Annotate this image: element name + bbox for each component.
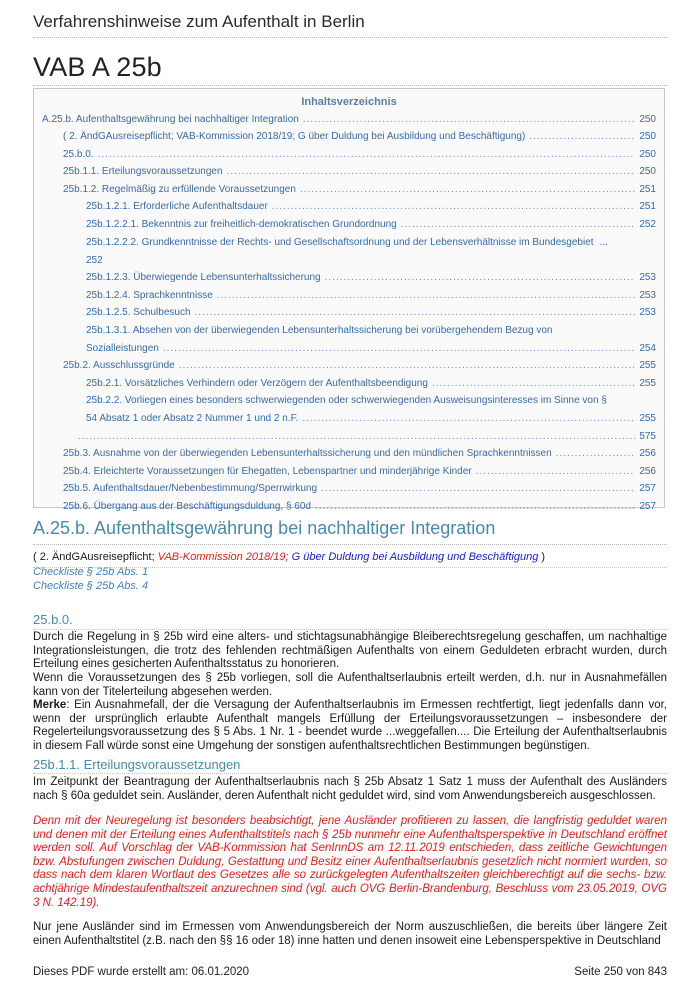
toc-entry-page[interactable]: 252 [86, 254, 103, 266]
paragraph: Durch die Regelung in § 25b wird eine alters- und stichtagsunabhängige Bleiberechtsregelung geschaffen, um nachhaltige Integrationsleistungen, die trotz des fehlenden rechtmäßigen Aufenthalts von einem Geduldeten erbracht wurden, durch Erteilung eines gesicherten Aufenthaltsstatus zu honorieren. [33, 631, 667, 671]
site-title: Verfahrenshinweise zum Aufenthalt in Berlin [33, 12, 365, 31]
toc-entry[interactable] [42, 111, 656, 129]
toc-entry[interactable] [74, 428, 656, 446]
toc-entry[interactable] [86, 392, 656, 427]
checklist-link-abs1[interactable]: Checkliste § 25b Abs. 1 [33, 566, 149, 578]
paragraph-amendment: Denn mit der Neuregelung ist besonders beabsichtigt, jene Ausländer profitieren zu lassen, die langfristig geduldet waren und denen mit der Erteilung eines Aufenthaltstitels nach § 25b nunmehr eine Aufenthaltsperspektive in Deutschland eröffnet werden soll. Auf Vorschlag der VAB-Kommission hat SenInnDS am 12.11.2019 entschieden, dass zeitliche Gewichtungen bzw. Abstufungen zwischen Duldung, Gestattung und Besitz einer Aufenthaltserlaubnis gesetzlich nicht normiert wurden, so dass nach dem klaren Wortlaut des Gesetzes alle so zurückgelegten Aufenthaltszeiten gleichberechtigt auf die sechs- bzw. achtjährige Mindestaufenthaltszeit anzurechnen sind (vgl. auch OVG Berlin-Brandenburg, Beschluss vom 23.05.2019, OVG 3 N. 142.19). [33, 815, 667, 909]
ref-vab-kommission-link[interactable]: VAB-Kommission 2018/19; [157, 551, 289, 563]
toc-entry-page[interactable]: 255 [639, 412, 656, 424]
toc-entry-label[interactable]: 25b.1.2.2.1. Bekenntnis zur freiheitlich-demokratischen Grundordnung [86, 219, 397, 230]
toc-entry-dots: ... [599, 237, 608, 248]
toc-entry[interactable] [63, 163, 656, 181]
toc-entry[interactable] [63, 463, 656, 481]
toc-entry[interactable] [63, 357, 656, 375]
toc-entry-label[interactable]: 25b.1.2.1. Erforderliche Aufenthaltsdauer [86, 201, 268, 212]
toc-entry-label[interactable]: 25b.1.3.1. Absehen von der überwiegenden Lebensunterhaltssicherung bei vorübergehendem Bezug von [86, 325, 553, 336]
toc-entry-page[interactable]: 253 [639, 290, 656, 301]
toc-entry-label[interactable]: 25b.1.2. Regelmäßig zu erfüllende Voraussetzungen [63, 184, 296, 195]
toc-entry[interactable] [86, 375, 656, 393]
toc-entry-page[interactable]: 252 [639, 219, 656, 230]
toc-entry-page[interactable]: 250 [639, 131, 656, 142]
toc-entry-label-cont[interactable]: Sozialleistungen [86, 342, 159, 354]
section-heading: A.25.b. Aufenthaltsgewährung bei nachhaltiger Integration [33, 518, 496, 538]
ref-duldung-law-link[interactable]: G über Duldung bei Ausbildung und Beschäftigung [291, 551, 539, 563]
toc-entry-label[interactable]: 25b.2.1. Vorsätzliches Verhindern oder Verzögern der Aufenthaltsbeendigung [86, 378, 428, 389]
page-title: VAB A 25b [33, 52, 162, 82]
toc-entry[interactable] [86, 269, 656, 287]
toc-entry-page[interactable]: 253 [639, 272, 656, 283]
toc-entry-page[interactable]: 257 [639, 501, 656, 512]
subsection-heading: 25.b.0. [33, 612, 73, 627]
toc-entry-label[interactable]: 25b.1.1. Erteilungsvoraussetzungen [63, 166, 223, 177]
toc-entry-page[interactable]: 251 [639, 184, 656, 195]
toc-entry-page[interactable]: 255 [639, 378, 656, 389]
toc-entry[interactable] [63, 128, 656, 146]
toc-entry-page[interactable]: 250 [639, 149, 656, 160]
toc-entry-page[interactable]: 255 [639, 360, 656, 371]
section-divider [33, 544, 667, 545]
subsection-divider [33, 773, 667, 774]
toc-entry-label-cont[interactable]: 54 Absatz 1 oder Absatz 2 Nummer 1 und 2 n.F. [86, 412, 299, 424]
footer-created-date: Dieses PDF wurde erstellt am: 06.01.2020 [33, 966, 250, 978]
toc-entry[interactable] [86, 287, 656, 305]
toc-entry-label[interactable]: 25b.1.2.3. Überwiegende Lebensunterhaltssicherung [86, 272, 321, 283]
checklist-link-abs4[interactable]: Checkliste § 25b Abs. 4 [33, 580, 149, 592]
header-divider [33, 37, 667, 38]
toc-entry-label[interactable]: 25b.1.2.5. Schulbesuch [86, 307, 191, 318]
toc-entry-label[interactable]: 25b.5. Aufenthaltsdauer/Nebenbestimmung/Sperrwirkung [63, 483, 318, 494]
toc-entry-label[interactable]: 25b.2.2. Vorliegen eines besonders schwerwiegenden oder schwerwiegenden Ausweisungsinteresses im Sinne von § [86, 395, 607, 406]
toc-entry[interactable] [86, 234, 656, 269]
toc-entry[interactable] [86, 322, 656, 357]
toc-entry[interactable] [63, 146, 656, 164]
table-of-contents [33, 88, 665, 512]
toc-entry-page[interactable]: 575 [639, 431, 656, 442]
toc-entry-page[interactable]: 257 [639, 483, 656, 494]
toc-entry[interactable] [86, 304, 656, 322]
paragraph-note [33, 699, 667, 753]
toc-entry[interactable] [63, 445, 656, 463]
toc-entry-page[interactable]: 256 [639, 448, 656, 459]
toc-entry-label[interactable]: 25.b.0. [63, 149, 94, 160]
toc-entry[interactable] [63, 498, 656, 516]
footer-page-number: Seite 250 von 843 [574, 966, 667, 978]
toc-entry-page[interactable]: 256 [639, 466, 656, 477]
toc-entry-label[interactable]: ( 2. ÄndGAusreisepflicht; VAB-Kommission 2018/19; G über Duldung bei Ausbildung und Beschäftigung) [63, 131, 526, 142]
ref-suffix: ) [541, 551, 546, 563]
toc-entry-label[interactable]: 25b.2. Ausschlussgründe [63, 360, 175, 371]
paragraph: Im Zeitpunkt der Beantragung der Aufenthaltserlaubnis nach § 25b Absatz 1 Satz 1 muss der Aufenthalt des Ausländers nach § 60a geduldet sein. Ausländer, deren Aufenthalt nicht geduldet wird, sind vom Anwendungsbereich ausgeschlossen. [33, 776, 667, 802]
toc-entry-label[interactable]: 25b.3. Ausnahme von der überwiegenden Lebensunterhaltssicherung und den mündlichen Sprachkenntnissen [63, 448, 552, 459]
merke-label: Merke [33, 699, 67, 711]
title-divider [33, 85, 667, 86]
paragraph: Wenn die Voraussetzungen des § 25b vorliegen, soll die Aufenthaltserlaubnis erteilt werden, d.h. nur in Ausnahmefällen kann von der Titelerteilung abgesehen werden. [33, 672, 667, 698]
toc-entry-page[interactable]: 250 [639, 114, 656, 125]
toc-entry[interactable] [86, 216, 656, 234]
toc-entry[interactable] [63, 480, 656, 498]
toc-entry-page[interactable]: 253 [639, 307, 656, 318]
subsection-divider [33, 629, 667, 630]
toc-entry-page[interactable]: 254 [639, 342, 656, 354]
ref-prefix: ( 2. ÄndGAusreisepflicht; [33, 551, 155, 563]
toc-entry-label[interactable]: 25b.1.2.2.2. Grundkenntnisse der Rechts- und Gesellschaftsordnung und der Lebensverhältnisse im Bundesgebiet [86, 237, 594, 248]
toc-entry-label[interactable]: 25b.4. Erleichterte Voraussetzungen für Ehegatten, Lebenspartner und minderjährige Kinder [63, 466, 472, 477]
merke-text: : Ein Ausnahmefall, der die Versagung der Aufenthaltserlaubnis im Ermessen rechtfertigt, liegt jedenfalls dann vor, wenn der ursprünglich erlaubte Aufenthalt mangels Erfüllung der Erteilungsvoraussetzungen – insbesondere der Regelerteilungsvoraussetzung des § 5 Abs. 1 Nr. 1 - beendet wurde ...weggefallen.... Die Erteilung der Aufenthaltserlaubnis in diesem Fall würde sonst eine Umgehung der sonstigen aufenthaltsrechtlichen Bestimmungen begünstigen. [33, 699, 667, 752]
toc-entry[interactable] [86, 198, 656, 216]
toc-entry[interactable] [63, 181, 656, 199]
toc-title: Inhaltsverzeichnis [301, 96, 397, 108]
toc-entry-page[interactable]: 250 [639, 166, 656, 177]
toc-entry-label[interactable]: A.25.b. Aufenthaltsgewährung bei nachhaltiger Integration [42, 114, 299, 125]
amendment-references [33, 551, 545, 563]
paragraph: Nur jene Ausländer sind im Ermessen vom Anwendungsbereich der Norm auszuschließen, die bereits über längere Zeit einen Aufenthaltstitel (z.B. nach den §§ 16 oder 18) inne hatten und denen insoweit eine Lebensperspektive in Deutschland [33, 921, 667, 947]
subsection-heading: 25b.1.1. Erteilungsvoraussetzungen [33, 757, 241, 772]
toc-entry-page[interactable]: 251 [639, 201, 656, 212]
toc-entry-label[interactable]: 25b.6. Übergang aus der Beschäftigungsduldung, § 60d [63, 501, 311, 512]
toc-entry-label[interactable]: 25b.1.2.4. Sprachkenntnisse [86, 290, 213, 301]
